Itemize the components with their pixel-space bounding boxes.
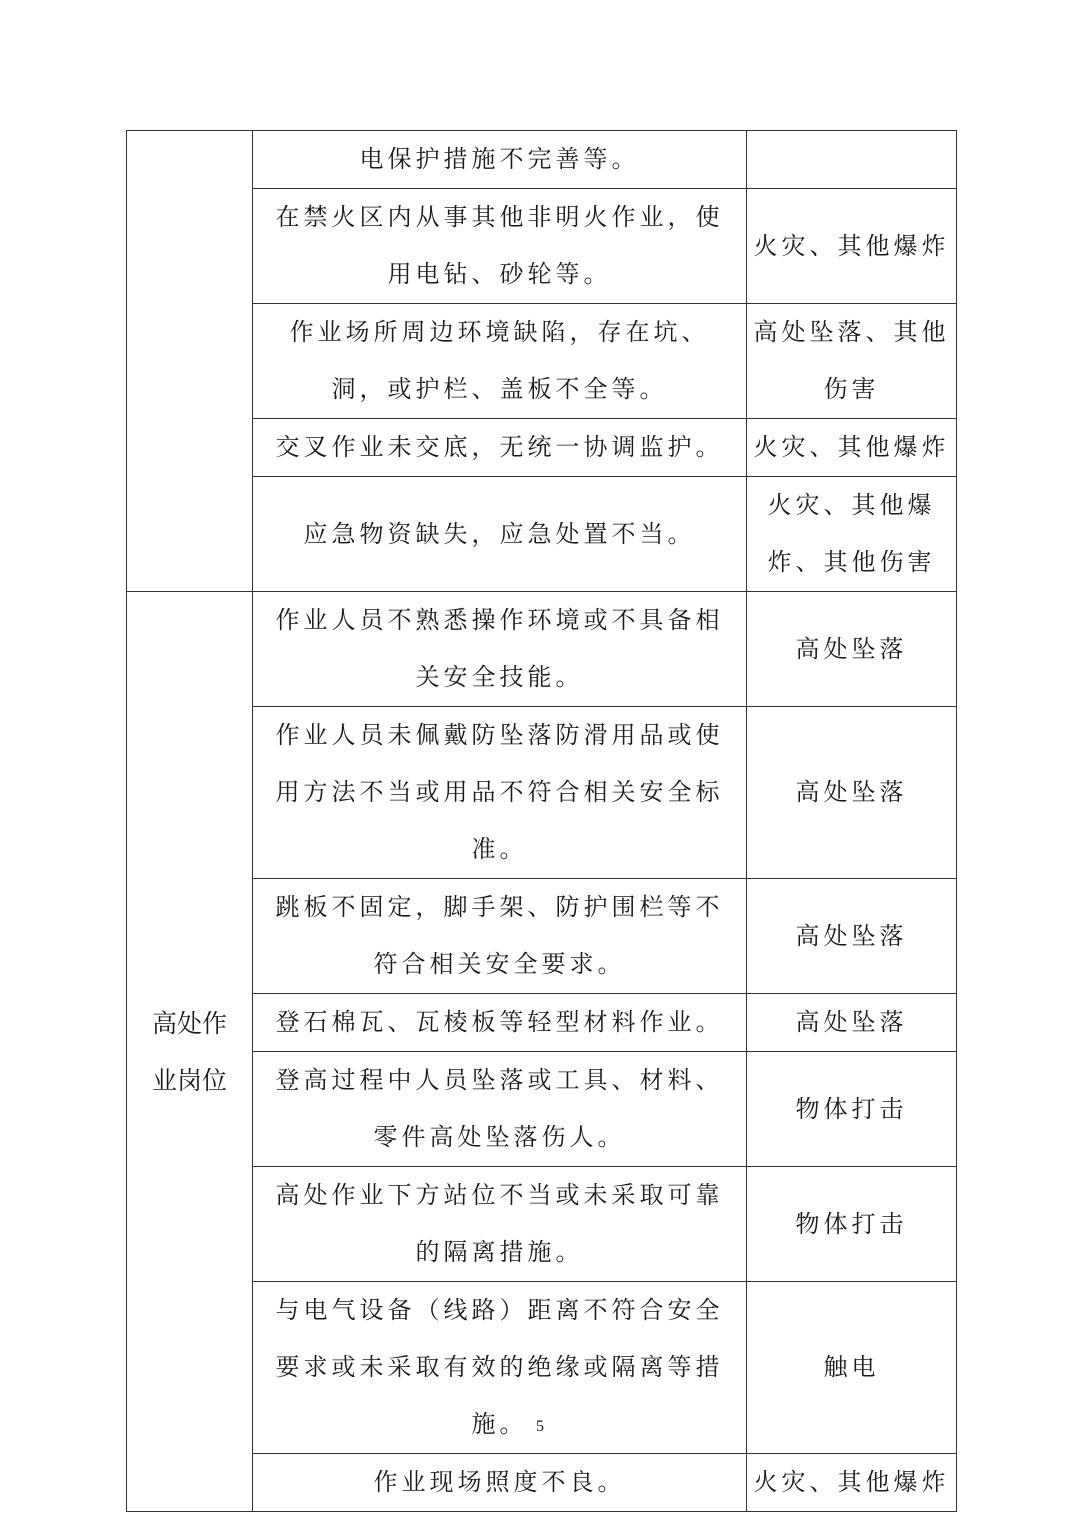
- result-cell: 高处坠落: [747, 707, 957, 879]
- risk-cell: 登石棉瓦、瓦棱板等轻型材料作业。: [253, 994, 747, 1052]
- risk-cell: 跳板不固定，脚手架、防护围栏等不符合相关安全要求。: [253, 879, 747, 994]
- risk-cell: 交叉作业未交底，无统一协调监护。: [253, 419, 747, 477]
- risk-cell: 作业场所周边环境缺陷，存在坑、洞，或护栏、盖板不全等。: [253, 304, 747, 419]
- table-row: [127, 131, 957, 189]
- result-cell: 火灾、其他爆炸: [747, 419, 957, 477]
- table-row: [127, 592, 957, 707]
- risk-cell: 登高过程中人员坠落或工具、材料、零件高处坠落伤人。: [253, 1052, 747, 1167]
- post-cell: [127, 131, 253, 592]
- risk-cell: 电保护措施不完善等。: [253, 131, 747, 189]
- result-cell: 高处坠落: [747, 994, 957, 1052]
- result-cell: 火灾、其他爆炸: [747, 1454, 957, 1512]
- result-cell: 高处坠落: [747, 592, 957, 707]
- risk-cell: 与电气设备（线路）距离不符合安全要求或未采取有效的绝缘或隔离等措施。: [253, 1282, 747, 1454]
- result-cell: 高处坠落、其他伤害: [747, 304, 957, 419]
- result-cell: 物体打击: [747, 1052, 957, 1167]
- result-cell: [747, 131, 957, 189]
- risk-cell: 应急物资缺失，应急处置不当。: [253, 477, 747, 592]
- result-cell: 火灾、其他爆炸、其他伤害: [747, 477, 957, 592]
- hazard-table: [126, 130, 957, 1512]
- result-cell: 物体打击: [747, 1167, 957, 1282]
- risk-cell: 高处作业下方站位不当或未采取可靠的隔离措施。: [253, 1167, 747, 1282]
- result-cell: 触电: [747, 1282, 957, 1454]
- post-cell: 高处作业岗位: [127, 592, 253, 1512]
- result-cell: 火灾、其他爆炸: [747, 189, 957, 304]
- risk-cell: 作业现场照度不良。: [253, 1454, 747, 1512]
- risk-cell: 作业人员未佩戴防坠落防滑用品或使用方法不当或用品不符合相关安全标准。: [253, 707, 747, 879]
- risk-cell: 作业人员不熟悉操作环境或不具备相关安全技能。: [253, 592, 747, 707]
- result-cell: 高处坠落: [747, 879, 957, 994]
- risk-cell: 在禁火区内从事其他非明火作业，使用电钻、砂轮等。: [253, 189, 747, 304]
- page-number: 5: [536, 1418, 544, 1435]
